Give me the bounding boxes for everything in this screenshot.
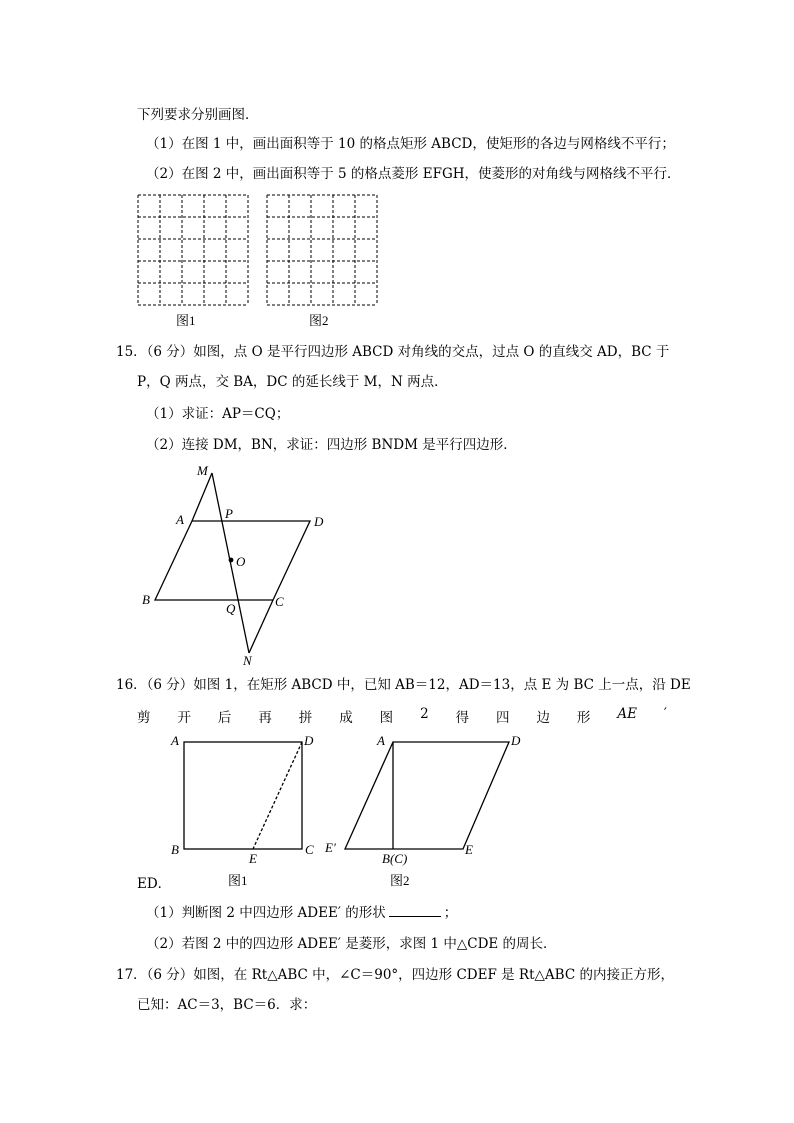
q16-part-2: （2）若图 2 中的四边形 ADEE′ 是菱形，求图 1 中△CDE 的周长． [146,936,557,952]
label-a: A [176,512,184,527]
q16-stem-end: ED． [137,876,172,892]
extension-ba [192,473,212,521]
instruction-line: 下列要求分别画图． [137,107,259,123]
grid-caption-2: 图2 [309,313,329,328]
fig1-label-c: C [305,842,314,857]
q15-part-1: （1）求证：AP＝CQ； [146,406,290,422]
fig1-label-e: E [249,851,257,866]
q15-figure [130,460,340,670]
label-n: N [243,653,252,668]
q17-stem: 17．（6 分）如图，在 Rt△ABC 中，∠C＝90°，四边形 CDEF 是 Rt△ABC 的内接正方形， [116,967,674,983]
fig2-label-e: E [465,842,473,857]
label-d: D [314,514,324,529]
extension-dc [249,600,273,653]
grid-figure-2 [267,195,377,305]
fig2-label-bc: B(C) [382,851,408,866]
fig16-caption-2: 图2 [390,873,410,888]
fig2-label-d: D [511,733,521,748]
q16-stem-spread: 剪 开 后 再 拼 成 图 2 得 四 边 形 AE ′ [137,706,667,726]
grid-caption-1: 图1 [176,313,196,328]
fig1-label-b: B [171,842,179,857]
fig16-caption-1: 图1 [228,873,248,888]
label-c: C [275,594,284,609]
q15-stem: 15．（6 分）如图，点 O 是平行四边形 ABCD 对角线的交点，过点 O 的直线交 AD，BC 于 [116,344,670,360]
point-o [229,558,234,563]
fig1-label-a: A [171,733,179,748]
label-q: Q [226,601,236,616]
fig2-label-a: A [377,733,385,748]
q15-stem-cont: P，Q 两点，交 BA，DC 的延长线于 M，N 两点． [137,374,448,390]
q16-figure-1 [184,742,302,849]
q15-part-2: （2）连接 DM，BN，求证：四边形 BNDM 是平行四边形． [146,437,517,453]
q17-stem-cont: 已知：AC＝3，BC＝6．求： [137,997,317,1013]
q16-part-1: （1）判断图 2 中四边形 ADEE′ 的形状 ； [146,905,458,921]
q16-figure-2 [345,742,509,849]
label-o: O [236,554,246,569]
instruction-part-2: （2）在图 2 中，画出面积等于 5 的格点菱形 EFGH，使菱形的对角线与网格线不平行． [146,166,681,182]
fig2-label-e-prime: E′ [325,840,336,855]
label-p: P [225,506,233,521]
answer-blank[interactable] [389,904,441,917]
label-m: M [197,463,208,478]
grid-figures [130,190,390,335]
label-b: B [142,592,150,607]
fig1-label-d: D [304,733,314,748]
instruction-part-1: （1）在图 1 中，画出面积等于 10 的格点矩形 ABCD，使矩形的各边与网格线不平行； [146,136,675,152]
q16-figures [165,730,535,895]
grid-figure-1 [138,195,248,305]
q16-stem: 16．（6 分）如图 1，在矩形 ABCD 中，已知 AB＝12，AD＝13，点 E 为 BC 上一点，沿 DE [116,677,691,693]
